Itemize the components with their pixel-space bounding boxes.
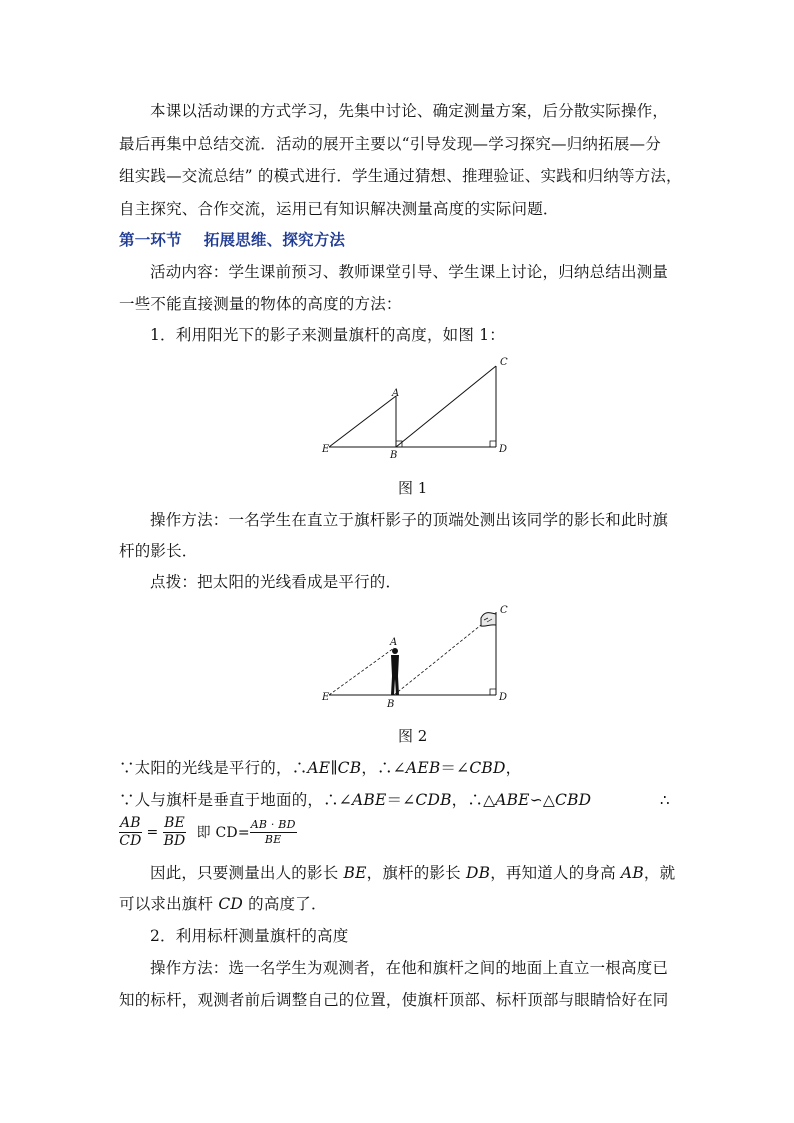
method-2-line-1: 操作方法：选一名学生为观测者，在他和旗杆之间的地面上直立一根高度已	[150, 959, 669, 977]
fraction-be-bd: $\frac{BE}{BD}$	[163, 815, 186, 849]
label-E: E	[322, 692, 330, 703]
hint-line: 点拨：把太阳的光线看成是平行的．	[150, 573, 402, 591]
label-A: A	[392, 388, 400, 399]
sun-ray-AE	[329, 648, 394, 695]
section-title: 第一环节	[119, 230, 182, 249]
section-subtitle: 拓展思维、探究方法	[203, 230, 346, 249]
intro-line-4: 自主探究、合作交流，运用已有知识解决测量高度的实际问题．	[119, 200, 559, 218]
activity-line-1: 活动内容：学生课前预习、教师课堂引导、学生课上讨论，归纳总结出测量	[150, 263, 669, 281]
fraction-cd-formula: $\frac{AB \cdot BD}{BE}$	[250, 818, 296, 846]
label-D: D	[499, 692, 508, 703]
method-1-line-1: 操作方法：一名学生在直立于旗杆影子的顶端处测出该同学的影长和此时旗	[150, 511, 669, 529]
fraction-ab-cd: $\frac{AB}{CD}$	[119, 815, 142, 849]
proportion-equation: $\frac{AB}{CD}$ = $\frac{BE}{BD}$ 即 CD= $\frac{AB \cdot BD}{BE}$	[119, 815, 296, 849]
label-E: E	[322, 444, 330, 455]
item-2-title: 2．利用标杆测量旗杆的高度	[150, 927, 349, 945]
figure-1-caption: 图 1	[398, 479, 428, 497]
sun-ray-CB	[394, 621, 486, 695]
label-D: D	[499, 444, 508, 455]
label-B: B	[390, 450, 398, 461]
figure-2-caption: 图 2	[398, 727, 428, 745]
student-silhouette-icon	[391, 648, 399, 695]
method-1-line-2: 杆的影长．	[119, 542, 198, 560]
conclusion-line-2: 可以求出旗杆 CD 的高度了．	[119, 895, 327, 913]
label-C: C	[500, 357, 508, 368]
proof-line-2: ∵人与旗杆是垂直于地面的，∴∠ABE＝∠CDB，∴△ABE∽△CBD	[119, 791, 592, 809]
intro-line-3: 组实践—交流总结” 的模式进行．学生通过猜想、推理验证、实践和归纳等方法，	[119, 167, 682, 185]
proof-line-1: ∵太阳的光线是平行的，∴AE∥CB，∴∠AEB＝∠CBD，	[119, 759, 522, 777]
method-2-line-2: 知的标杆，观测者前后调整自己的位置，使旗杆顶部、标杆顶部与眼睛恰好在同	[119, 991, 669, 1009]
flag-icon	[481, 613, 496, 627]
section-heading	[119, 230, 345, 250]
activity-line-2: 一些不能直接测量的物体的高度的方法：	[119, 295, 402, 313]
right-angle-D	[490, 441, 496, 447]
therefore-symbol: ∴	[660, 791, 670, 809]
figure-1-diagram	[318, 352, 518, 462]
intro-line-2: 最后再集中总结交流．活动的展开主要以“引导发现—学习探究—归纳拓展—分	[119, 135, 661, 153]
label-B: B	[387, 699, 395, 710]
intro-line-1: 本课以活动课的方式学习，先集中讨论、确定测量方案，后分散实际操作，	[150, 102, 669, 120]
label-A: A	[390, 637, 398, 648]
sun-ray-CB	[396, 366, 496, 447]
right-angle-D	[490, 689, 496, 695]
sun-ray-AE	[329, 396, 396, 447]
conclusion-line-1: 因此，只要测量出人的影长 BE，旗杆的影长 DB，再知道人的身高 AB，就	[150, 864, 676, 882]
item-1-title: 1．利用阳光下的影子来测量旗杆的高度，如图 1：	[150, 326, 505, 344]
figure-2-diagram	[318, 600, 518, 712]
label-C: C	[500, 605, 508, 616]
